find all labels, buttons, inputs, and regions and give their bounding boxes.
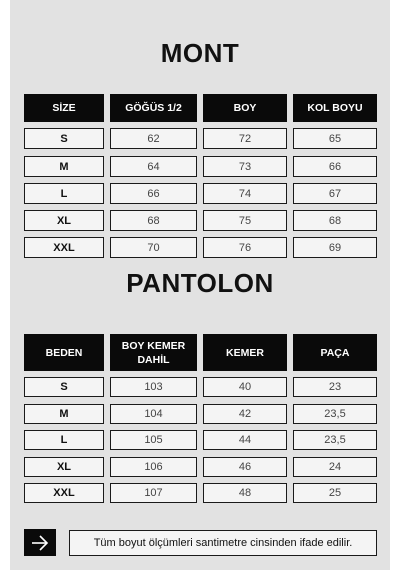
pantolon-value-cell: 25 <box>293 483 377 503</box>
pantolon-size-label: L <box>24 430 104 450</box>
mont-size-label: M <box>24 156 104 177</box>
mont-header-cell: SİZE <box>24 94 104 122</box>
pantolon-value-cell: 48 <box>203 483 287 503</box>
mont-size-label: S <box>24 128 104 149</box>
pantolon-header-cell: KEMER <box>203 334 287 371</box>
pantolon-header-cell: BEDEN <box>24 334 104 371</box>
mont-value-cell: 65 <box>293 128 377 149</box>
mont-header-cell: KOL BOYU <box>293 94 377 122</box>
mont-value-cell: 67 <box>293 183 377 204</box>
pantolon-size-label: M <box>24 404 104 424</box>
pantolon-value-cell: 105 <box>110 430 197 450</box>
mont-value-cell: 76 <box>203 237 287 258</box>
pantolon-size-label: XXL <box>24 483 104 503</box>
pantolon-size-label: XL <box>24 457 104 477</box>
mont-header-cell: GÖĞÜS 1/2 <box>110 94 197 122</box>
mont-size-label: XXL <box>24 237 104 258</box>
mont-value-cell: 66 <box>293 156 377 177</box>
mont-size-label: XL <box>24 210 104 231</box>
mont-value-cell: 70 <box>110 237 197 258</box>
mont-value-cell: 68 <box>110 210 197 231</box>
measurement-note: Tüm boyut ölçümleri santimetre cinsinden ifade edilir. <box>69 530 377 556</box>
mont-size-label: L <box>24 183 104 204</box>
pantolon-value-cell: 107 <box>110 483 197 503</box>
mont-value-cell: 68 <box>293 210 377 231</box>
mont-title: MONT <box>160 38 240 68</box>
pantolon-value-cell: 40 <box>203 377 287 397</box>
mont-value-cell: 75 <box>203 210 287 231</box>
pantolon-title: PANTOLON <box>126 268 274 298</box>
mont-value-cell: 69 <box>293 237 377 258</box>
mont-value-cell: 64 <box>110 156 197 177</box>
arrow-right-icon <box>31 535 49 551</box>
mont-value-cell: 66 <box>110 183 197 204</box>
pantolon-value-cell: 23,5 <box>293 430 377 450</box>
pantolon-value-cell: 42 <box>203 404 287 424</box>
pantolon-value-cell: 46 <box>203 457 287 477</box>
pantolon-size-label: S <box>24 377 104 397</box>
pantolon-header-cell: BOY KEMER DAHİL <box>110 334 197 371</box>
pantolon-value-cell: 44 <box>203 430 287 450</box>
mont-value-cell: 73 <box>203 156 287 177</box>
mont-value-cell: 72 <box>203 128 287 149</box>
pantolon-value-cell: 103 <box>110 377 197 397</box>
pantolon-value-cell: 23 <box>293 377 377 397</box>
pantolon-value-cell: 104 <box>110 404 197 424</box>
mont-header-cell: BOY <box>203 94 287 122</box>
pantolon-value-cell: 24 <box>293 457 377 477</box>
arrow-right-button[interactable] <box>24 529 56 556</box>
mont-value-cell: 62 <box>110 128 197 149</box>
pantolon-value-cell: 23,5 <box>293 404 377 424</box>
pantolon-value-cell: 106 <box>110 457 197 477</box>
mont-value-cell: 74 <box>203 183 287 204</box>
pantolon-header-cell: PAÇA <box>293 334 377 371</box>
